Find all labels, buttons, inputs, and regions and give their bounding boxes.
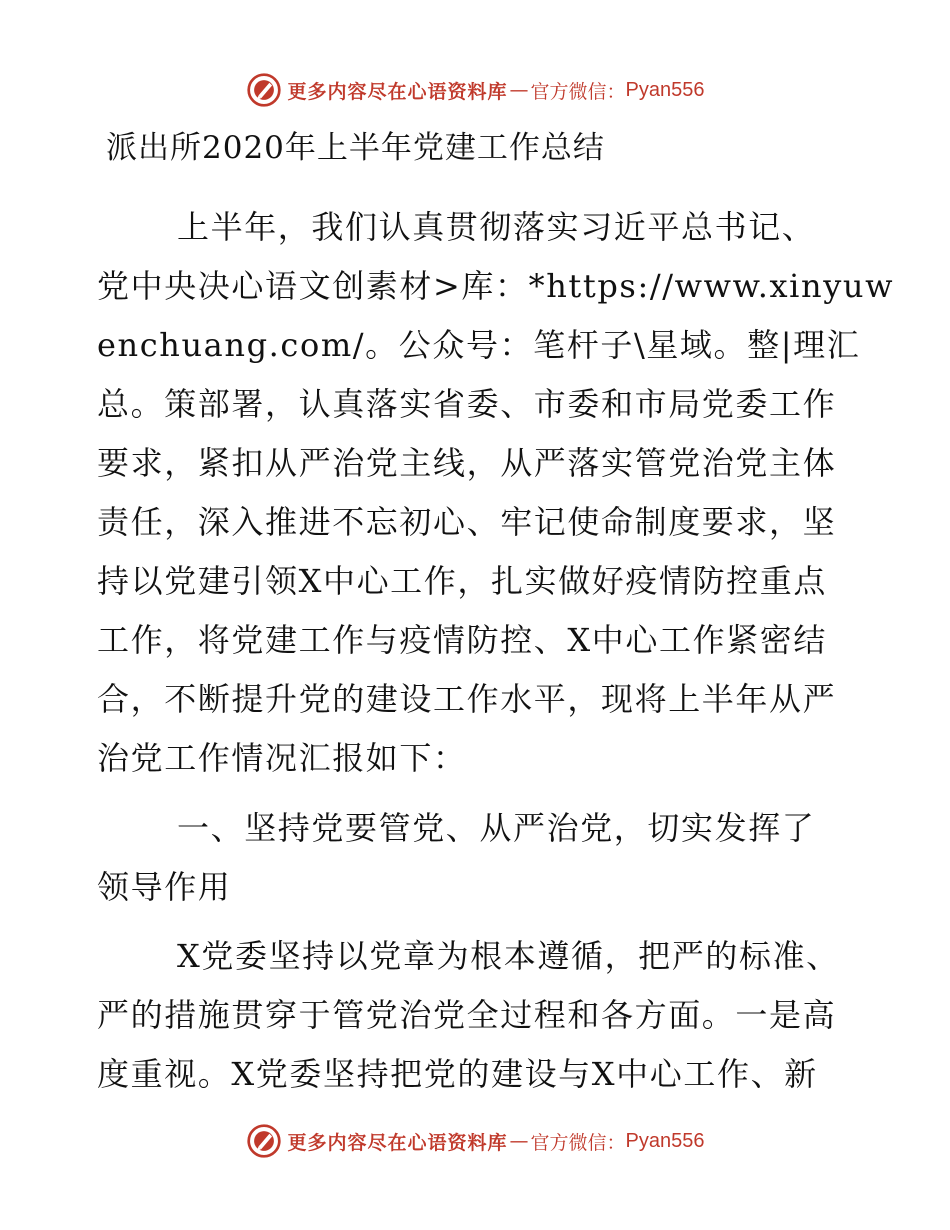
text-line: 治党工作情况汇报如下： [97, 739, 467, 777]
text-line: 严的措施贯穿于管党治党全过程和各方面。一是高 [97, 996, 837, 1034]
watermark-text: 更多内容尽在心语资料库 [287, 1131, 508, 1154]
watermark-wechat-id: Pyan556 [625, 78, 705, 101]
watermark-wechat-label: 官方微信： [530, 1131, 626, 1154]
text-line: 合，不断提升党的建设工作水平，现将上半年从严 [97, 680, 837, 718]
watermark-wechat-id: Pyan556 [625, 1129, 705, 1152]
text-line: 责任，深入推进不忘初心、牢记使命制度要求，坚 [97, 503, 837, 541]
intro-paragraph [97, 198, 895, 788]
text-line: 要求，紧扣从严治党主线，从严落实管党治党主体 [97, 444, 837, 482]
text-line: 领导作用 [97, 868, 232, 906]
document-body [97, 198, 895, 1104]
text-line: 上半年，我们认真贯彻落实习近平总书记、 [177, 208, 816, 246]
section-heading-1 [97, 799, 857, 917]
watermark-wechat-label: 官方微信： [530, 80, 626, 103]
watermark-separator: — [509, 79, 529, 101]
text-line: 一、坚持党要管党、从严治党，切实发挥了 [177, 809, 816, 847]
text-line: 总。策部署，认真落实省委、市委和市局党委工作 [97, 385, 837, 423]
watermark-separator: — [509, 1130, 529, 1152]
text-line: 工作，将党建工作与疫情防控、X中心工作紧密结 [97, 621, 827, 659]
header-watermark [0, 68, 950, 112]
text-line: enchuang.com/。公众号：笔杆子\星域。整|理汇 [97, 326, 861, 364]
text-line: 持以党建引领X中心工作，扎实做好疫情防控重点 [97, 562, 827, 600]
text-line: 党中央决心语文创素材>库：*https://www.xinyuw [97, 267, 895, 305]
text-line: 度重视。X党委坚持把党的建设与X中心工作、新 [97, 1055, 818, 1093]
document-title: 派出所2020年上半年党建工作总结 [106, 130, 605, 166]
section-paragraph-1 [97, 927, 857, 1104]
pen-logo-icon [246, 72, 282, 108]
watermark-text: 更多内容尽在心语资料库 [287, 80, 508, 103]
text-line: X党委坚持以党章为根本遵循，把严的标准、 [177, 937, 840, 975]
footer-watermark [0, 1119, 950, 1163]
pen-logo-icon [246, 1123, 282, 1159]
